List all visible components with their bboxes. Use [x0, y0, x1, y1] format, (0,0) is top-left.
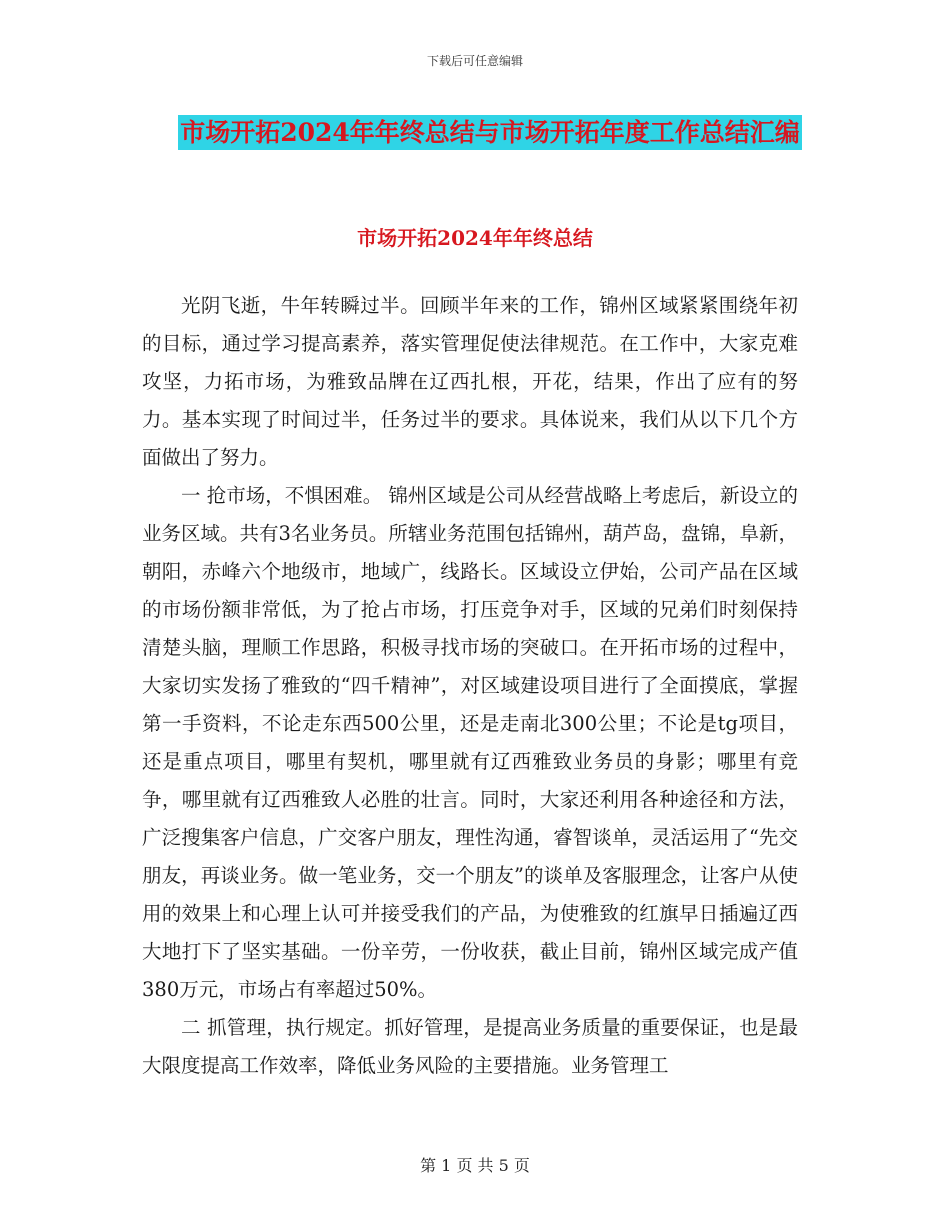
document-title	[140, 110, 840, 156]
paragraph: 光阴飞逝，牛年转瞬过半。回顾半年来的工作，锦州区域紧紧围绕年初的目标，通过学习提高素养，落实管理促使法律规范。在工作中，大家克难攻坚，力拓市场，为雅致品牌在辽西扎根，开花，结果，作出了应有的努力。基本实现了时间过半，任务过半的要求。具体说来，我们从以下几个方面做出了努力。	[142, 294, 798, 469]
page-indicator: 第 1 页 共 5 页	[420, 1156, 530, 1175]
section-title: 市场开拓2024年年终总结	[357, 226, 593, 250]
paragraph: 一 抢市场，不惧困难。 锦州区域是公司从经营战略上考虑后，新设立的业务区域。共有3名业务员。所辖业务范围包括锦州，葫芦岛，盘锦，阜新，朝阳，赤峰六个地级市，地域广，线路长。区域设立伊始，公司产品在区域的市场份额非常低，为了抢占市场，打压竞争对手，区域的兄弟们时刻保持清楚头脑，理顺工作思路，积极寻找市场的突破口。在开拓市场的过程中，大家切实发扬了雅致的“四千精神”，对区域建设项目进行了全面摸底，掌握第一手资料，不论走东西500公里，还是走南北300公里；不论是tg项目，还是重点项目，哪里有契机，哪里就有辽西雅致业务员的身影；哪里有竞争，哪里就有辽西雅致人必胜的壮言。同时，大家还利用各种途径和方法，广泛搜集客户信息，广交客户朋友，理性沟通，睿智谈单，灵活运用了“先交朋友，再谈业务。做一笔业务，交一个朋友”的谈单及客服理念，让客户从使用的效果上和心理上认可并接受我们的产品，为使雅致的红旗早日插遍辽西大地打下了坚实基础。一份辛劳，一份收获，截止目前，锦州区域完成产值380万元，市场占有率超过50%。	[142, 484, 798, 1001]
page-header-note: 下载后可任意编辑	[426, 54, 523, 68]
paragraph: 二 抓管理，执行规定。抓好管理，是提高业务质量的重要保证，也是最大限度提高工作效率，降低业务风险的主要措施。业务管理工	[142, 1016, 798, 1077]
document-body	[142, 287, 798, 1085]
document-title-text: 市场开拓2024年年终总结与市场开拓年度工作总结汇编	[178, 115, 802, 150]
